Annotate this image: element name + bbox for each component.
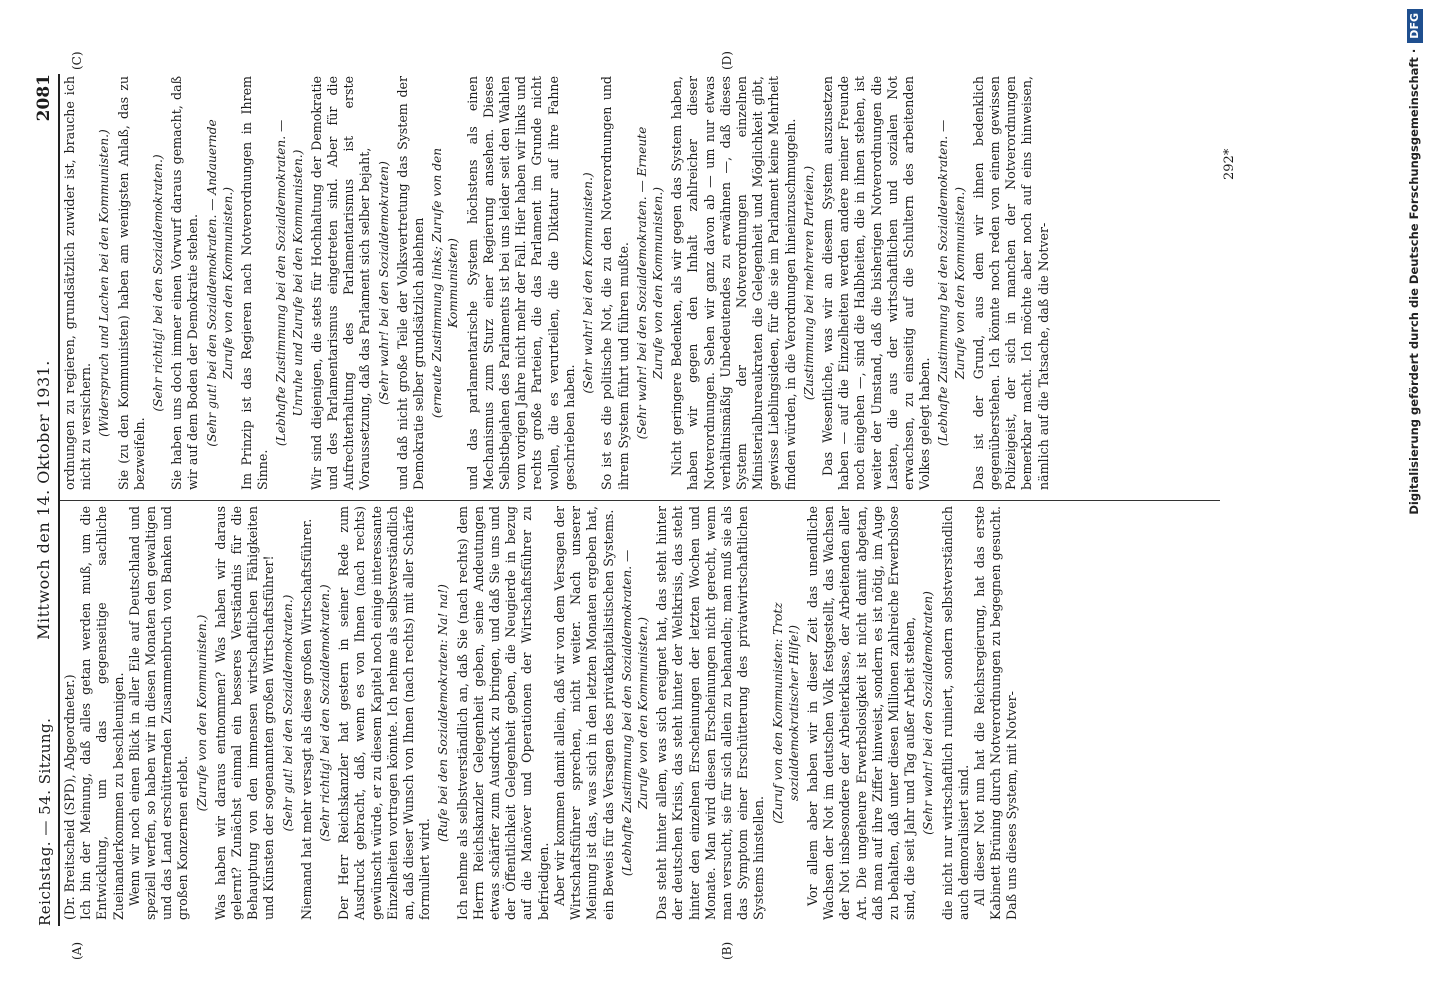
paragraph: und daß nicht große Teile der Volksvertretung das System der Demokratie selber grundsätzlich ablehnen bbox=[394, 76, 427, 490]
paragraph: Ich nehme als selbstverständlich an, daß Sie (nach rechts) dem Herrn Reichskanzler Gelegenheit geben, seine Andeutungen etwas schärfer zum Ausdruck zu bringen, und daß Sie uns und der Öffentlichkeit Gelegenheit geben, die Neugierde in bezug auf die Manöver und Operationen der Wirtschaftsführer zu befriedigen. bbox=[454, 506, 551, 920]
paragraph: Das Wesentliche, was wir an diesem System auszusetzen haben — auf die Einzelheiten werden andere meiner Freunde noch eingehen —, sind die Halbheiten, die in ihnen stehen, ist weiter der Umstand, daß die bisherigen Notverordnungen die Lasten, die aus der wirtschaftlichen und sozialen Not erwachsen, zu einseitig auf die Schultern des arbeitenden Volkes gelegt haben. bbox=[819, 76, 933, 490]
paragraph: Ich bin der Meinung, daß alles getan werden muß, um die Entwicklung, um das gegenseitige sachliche Zueinanderkommen zu beschleunigen. bbox=[78, 506, 126, 920]
paragraph: Vor allem aber haben wir in dieser Zeit das unendliche Wachsen der Not im deutschen Volk festgestellt, das Wachsen der Not insbesondere der Arbeiterklasse, der Arbeitenden aller Art. Die ungeheure Erwerbslosigkeit ist nicht damit abgetan, daß man auf ihre Ziffer hinweist, sondern es ist nötig, im Auge zu behalten, daß unter diesen Millionen zahlreiche Erwerbslose sind, die seit Jahr und Tag außer Arbeit stehen, bbox=[804, 506, 918, 920]
paragraph: (Dr. Breitscheid (SPD), Abgeordneter.) bbox=[62, 674, 77, 920]
interjection: (Sehr richtig! bei den Sozialdemokraten.) bbox=[318, 584, 333, 842]
interjection: (Lebhafte Zustimmung bei den Sozialdemokraten. — Zurufe von den Kommunisten.) bbox=[936, 119, 967, 447]
interjection: (Zuruf von den Kommunisten: Trotz sozialdemokratischer Hilfe!) bbox=[770, 602, 801, 824]
paragraph: So ist es die politische Not, die zu den Notverordnungen und ihrem System führt und führen mußte. bbox=[599, 76, 631, 490]
interjection: (Lebhafte Zustimmung bei den Sozialdemokraten. — Zurufe von den Kommunisten.) bbox=[619, 549, 650, 877]
interjection: (Sehr gut! bei den Sozialdemokraten.) bbox=[280, 594, 295, 832]
header-page-number: 2081 bbox=[34, 74, 54, 122]
paragraph: Sie haben uns doch immer einen Vorwurf daraus gemacht, daß wir auf dem Boden der Demokratie stehen. bbox=[169, 76, 201, 490]
paragraph: Wir sind diejenigen, die stets für Hochhaltung der Demokratie und des Parlamentarismus eingetreten sind. Aber für die Aufrechterhaltung des Parlamentarismus ist erste Voraussetzung, daß das Parlament sich selber bejaht, bbox=[308, 76, 373, 490]
paragraph: Wenn wir noch einen Blick in aller Eile auf Deutschland und speziell werfen, so haben wir in diesen Monaten den gewaltigen und das Land erschütternden Zusammenbruch von Banken und großen Konzernen erlebt. bbox=[126, 506, 191, 920]
paragraph: All dieser Not nun hat die Reichsregierung, hat das erste Kabinett Brüning durch Notverordnungen zu begegnen gesucht. Daß uns dieses System, mit Notver- bbox=[971, 506, 1020, 920]
interjection: (Sehr gut! bei den Sozialdemokraten. — Andauernde Zurufe von den Kommunisten.) bbox=[204, 119, 235, 447]
digitization-credit bbox=[1399, 5, 1429, 995]
paragraph: ordnungen zu regieren, grundsätzlich zuwider ist, brauche ich nicht zu versichern. bbox=[62, 76, 94, 490]
paragraph: Was haben wir daraus entnommen? Was haben wir daraus gelernt? Zunächst einmal ein besseres Verständnis für die Behauptung von den immensen wirtschaftlichen Fähigkeiten und Künsten der sogenannten großen Wirtschaftsführer! bbox=[212, 506, 277, 920]
interjection: (Zustimmung bei mehreren Parteien.) bbox=[801, 165, 816, 401]
page-header bbox=[26, 74, 58, 926]
paragraph: Aber wir kommen damit allein, daß wir von dem Versagen der Wirtschaftsführer sprechen, nicht weiter. Nach unserer Meinung ist das, was sich in den letzten Monaten ergeben hat, ein Beweis für das Versagen des privatkapitalistischen Systems. bbox=[551, 506, 616, 920]
paragraph: Sie (zu den Kommunisten) haben am wenigsten Anlaß, das zu bezweifeln. bbox=[115, 76, 147, 490]
header-date: Mittwoch den 14. Oktober 1931. bbox=[34, 360, 53, 640]
margin-marker-b: (B) bbox=[720, 941, 734, 960]
interjection: (Rufe bei den Sozialdemokraten: Na! na!) bbox=[436, 584, 451, 842]
right-text-column bbox=[62, 76, 1052, 490]
interjection: (Widerspruch und Lachen bei den Kommunisten.) bbox=[97, 129, 112, 437]
paragraph: Im Prinzip ist das Regieren nach Notverordnungen in Ihrem Sinne. bbox=[239, 76, 271, 490]
column-divider bbox=[60, 500, 1220, 501]
left-text-column bbox=[62, 506, 1021, 920]
paragraph: Niemand hat mehr versagt als diese großen Wirtschaftsführer. bbox=[298, 518, 314, 920]
interjection: (Sehr richtig! bei den Sozialdemokraten.) bbox=[151, 154, 166, 412]
printer-signature: 292* bbox=[1222, 148, 1237, 180]
paragraph: Das ist der Grund, aus dem wir ihnen bedenklich gegenüberstehen. Ich könnte noch reden von einem gewissen Polizeigeist, der sich in manchen der Notverordnungen bemerkbar macht. Ich möchte aber noch auf eins hinweisen, nämlich auf die Tatsache, daß die Notver- bbox=[970, 76, 1051, 490]
margin-marker-c: (C) bbox=[70, 51, 84, 70]
interjection: (erneute Zustimmung links; Zurufe von den Kommunisten) bbox=[430, 147, 461, 419]
paragraph: die nicht nur wirtschaftlich ruiniert, sondern selbstverständlich auch demoralisiert sind. bbox=[939, 506, 971, 920]
interjection: (Sehr wahr! bei den Sozialdemokraten. — Erneute Zurufe von den Kommunisten.) bbox=[634, 126, 665, 440]
paragraph: Der Herr Reichskanzler hat gestern in seiner Rede zum Ausdruck gebracht, daß, wenn es von Ihnen (nach rechts) gewünscht würde, er zu diesem Kapitel noch einige interessante Einzelheiten vortragen könnte. Ich nehme als selbstverständlich an, daß dieser Wunsch von Ihnen (nach rechts) mit aller Schärfe formuliert wird. bbox=[336, 505, 433, 920]
interjection: (Zurufe von den Kommunisten.) bbox=[194, 614, 209, 812]
paragraph: Das steht hinter allem, was sich ereignet hat, das steht hinter der deutschen Krisis, das steht hinter der Weltkrisis, das steht hinter den einzelnen Erscheinungen der letzten Wochen und Monate. Man wird diesen Erscheinungen nicht gerecht, wenn man versucht, sie für sich allein zu behandeln; man muß sie als das Symptom einer Erschütterung des privatwirtschaftlichen Systems hinstellen. bbox=[654, 506, 767, 920]
interjection: (Sehr wahr! bei den Sozialdemokraten) bbox=[376, 161, 391, 405]
header-session-title: Reichstag. — 54. Sitzung. bbox=[36, 717, 54, 926]
credit-text: Digitalisierung gefördert durch die Deutsche Forschungsgemeinschaft · bbox=[1407, 48, 1421, 515]
dfg-logo: DFG bbox=[1407, 9, 1423, 43]
interjection: (Sehr wahr! bei den Kommunisten.) bbox=[581, 172, 596, 394]
margin-marker-d: (D) bbox=[720, 51, 734, 70]
interjection: (Lebhafte Zustimmung bei den Sozialdemokraten. — Unruhe und Zurufe bei den Kommunisten.) bbox=[274, 119, 305, 447]
margin-marker-a: (A) bbox=[70, 941, 84, 960]
paragraph: und das parlamentarische System höchstens als einen Mechanismus zum Sturz einer Regierung ansehen. Dieses Selbstbejahen des Parlaments ist bei uns leider seit den Wahlen vom vorigen Jahre nicht mehr der Fall. Hier haben wir links und rechts große Parteien, die das Parlament im Grunde nicht wollen, die es verurteilen, die die Diktatur auf ihre Fahne geschrieben haben. bbox=[464, 76, 577, 490]
interjection: (Sehr wahr! bei den Sozialdemokraten) bbox=[921, 591, 936, 835]
paragraph: Nicht geringere Bedenken, als wir gegen das System haben, haben wir gegen den Inhalt zahlreicher dieser Notverordnungen. Sehen wir ganz davon ab — um nur etwas verhältnismäßig Unbedeutendes zu erwähnen —, daß dieses System der Notverordnungen einzelnen Ministerialbureaukraten die Gelegenheit und Möglichkeit gibt, gewisse Lieblingsideen, für die sie im Parlament keine Mehrheit finden würden, in die Verordnungen hineinzuschmuggeln. bbox=[669, 76, 798, 490]
